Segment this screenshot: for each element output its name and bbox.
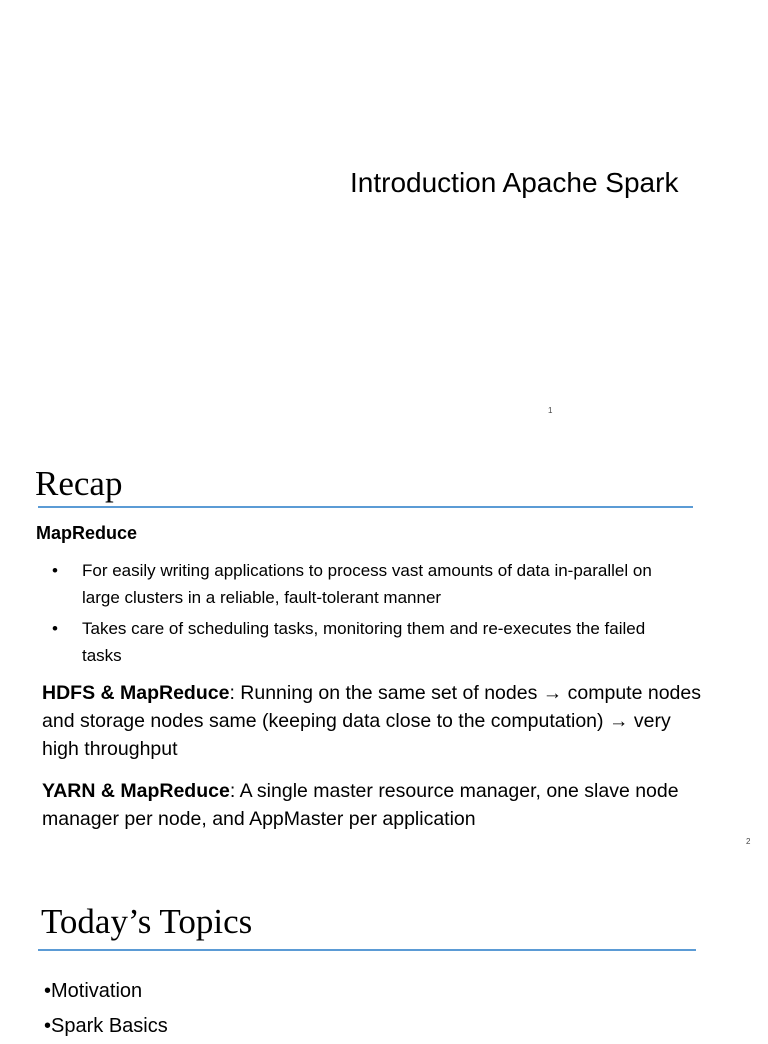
list-item <box>52 615 672 669</box>
slide-title: Recap <box>35 464 123 503</box>
paragraph-text: : A single master resource manager, one slave node manager per node, and AppMaster per application <box>42 780 679 830</box>
paragraph-label: HDFS & MapReduce <box>42 682 230 704</box>
paragraph-hdfs <box>42 679 702 763</box>
bullet-text: For easily writing applications to process vast amounts of data in-parallel on large clusters in a reliable, fault-tolerant manner <box>82 561 652 607</box>
bullet-text: Takes care of scheduling tasks, monitoring them and re-executes the failed tasks <box>82 619 646 665</box>
bullet-icon: • <box>52 619 58 638</box>
list-item <box>44 974 168 1009</box>
topic-text: Motivation <box>51 980 143 1002</box>
slide-3 <box>0 864 768 1037</box>
slide-title: Introduction Apache Spark <box>350 167 679 198</box>
paragraph-yarn <box>42 777 702 833</box>
title-rule <box>38 949 696 951</box>
list-item <box>52 557 672 611</box>
page-number: 2 <box>746 837 751 846</box>
paragraph-text: : Running on the same set of nodes → compute nodes and storage nodes same (keeping data close to the computation) → very high throughput <box>42 682 701 760</box>
section-heading: MapReduce <box>36 523 138 543</box>
slide-1 <box>0 0 768 432</box>
page-number: 1 <box>548 406 553 415</box>
list-item <box>44 1009 168 1044</box>
bullet-icon: • <box>44 1015 52 1037</box>
title-rule <box>38 506 693 508</box>
bullet-list <box>52 557 672 673</box>
bullet-icon: • <box>52 561 58 580</box>
topic-list <box>44 974 168 1044</box>
paragraph-label: YARN & MapReduce <box>42 780 230 802</box>
slide-title: Today’s Topics <box>41 902 253 941</box>
bullet-icon: • <box>44 980 52 1002</box>
topic-text: Spark Basics <box>51 1015 168 1037</box>
slide-2 <box>0 432 768 864</box>
